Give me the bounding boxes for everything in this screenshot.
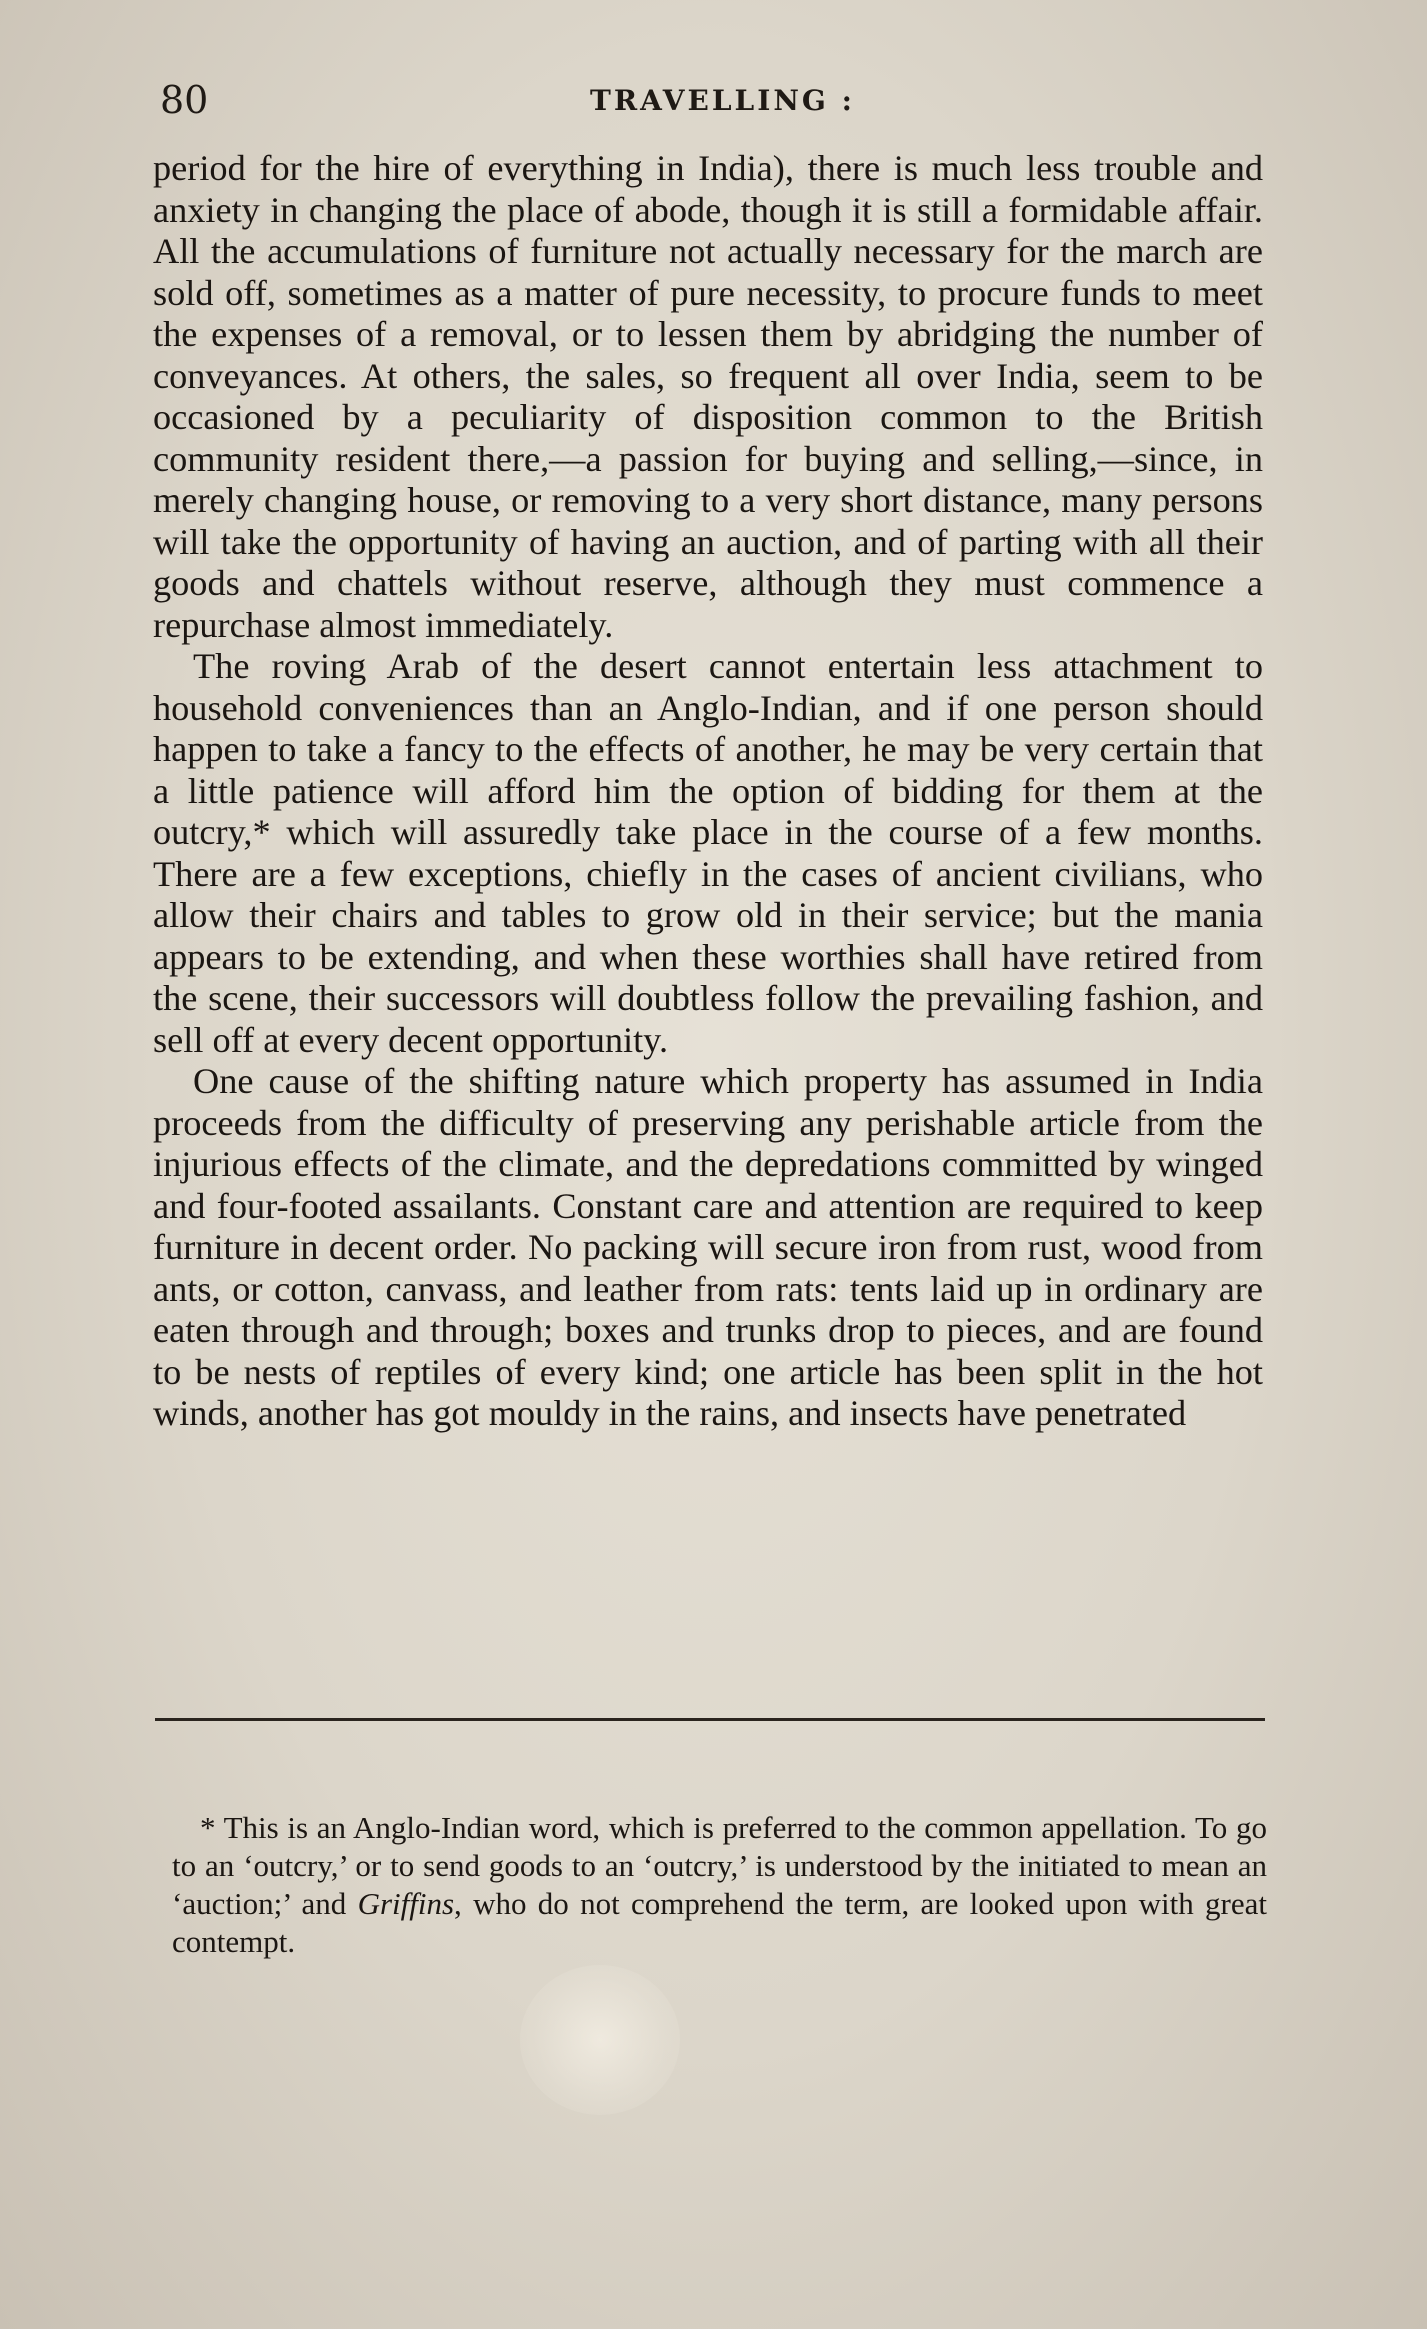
running-title: TRAVELLING : [590,84,855,117]
footnote-divider [155,1718,1265,1721]
page-number: 80 [160,78,209,122]
footnote-text-start: * This is an Anglo-Indian word, which is preferred to the common appellation. To go to an ‘outcry,’ or to send goods to an ‘outcry,’ is understood by the initiated to mean an ‘auction;’ and [172,1810,1267,1921]
paragraph-1: period for the hire of everything in India), there is much less trouble and anxiety in changing the place of abode, though it is still a formidable affair. All the accumulations of furniture not actually necessary for the march are sold off, sometimes as a matter of pure necessity, to procure funds to meet the expenses of a removal, or to lessen them by abridging the number of conveyances. At others, the sales, so frequent all over India, seem to be occasioned by a peculiarity of disposition common to the British community resident there,—a passion for buying and selling,—since, in merely changing house, or removing to a very short distance, many persons will take the opportunity of having an auction, and of parting with all their goods and chattels without reserve, although they must commence a repurchase almost immediately. [153,148,1263,645]
body-text [153,148,1263,1435]
paper-stain [520,1965,680,2115]
running-head [160,78,1260,128]
footnote-text-end: , who do not comprehend the term, are looked upon with great contempt. [172,1886,1267,1959]
paragraph-3: One cause of the shifting nature which property has assumed in India proceeds from the difficulty of preserving any perishable article from the injurious effects of the climate, and the depredations committed by winged and four-footed assailants. Constant care and attention are required to keep furniture in decent order. No packing will secure iron from rust, wood from ants, or cotton, canvass, and leather from rats: tents laid up in ordinary are eaten through and through; boxes and trunks drop to pieces, and are found to be nests of reptiles of every kind; one article has been split in the hot winds, another has got mouldy in the rains, and insects have penetrated [153,1061,1263,1433]
footnote-italic-term: Griffins [357,1886,455,1921]
paragraph-2: The roving Arab of the desert cannot entertain less attachment to household conveniences than an Anglo-Indian, and if one person should happen to take a fancy to the effects of another, he may be very certain that a little patience will afford him the option of bidding for them at the outcry,* which will assuredly take place in the course of a few months. There are a few exceptions, chiefly in the cases of ancient civilians, who allow their chairs and tables to grow old in their service; but the mania appears to be extending, and when these worthies shall have retired from the scene, their successors will doubtless follow the prevailing fashion, and sell off at every decent opportunity. [153,646,1263,1060]
footnote [172,1809,1267,1961]
